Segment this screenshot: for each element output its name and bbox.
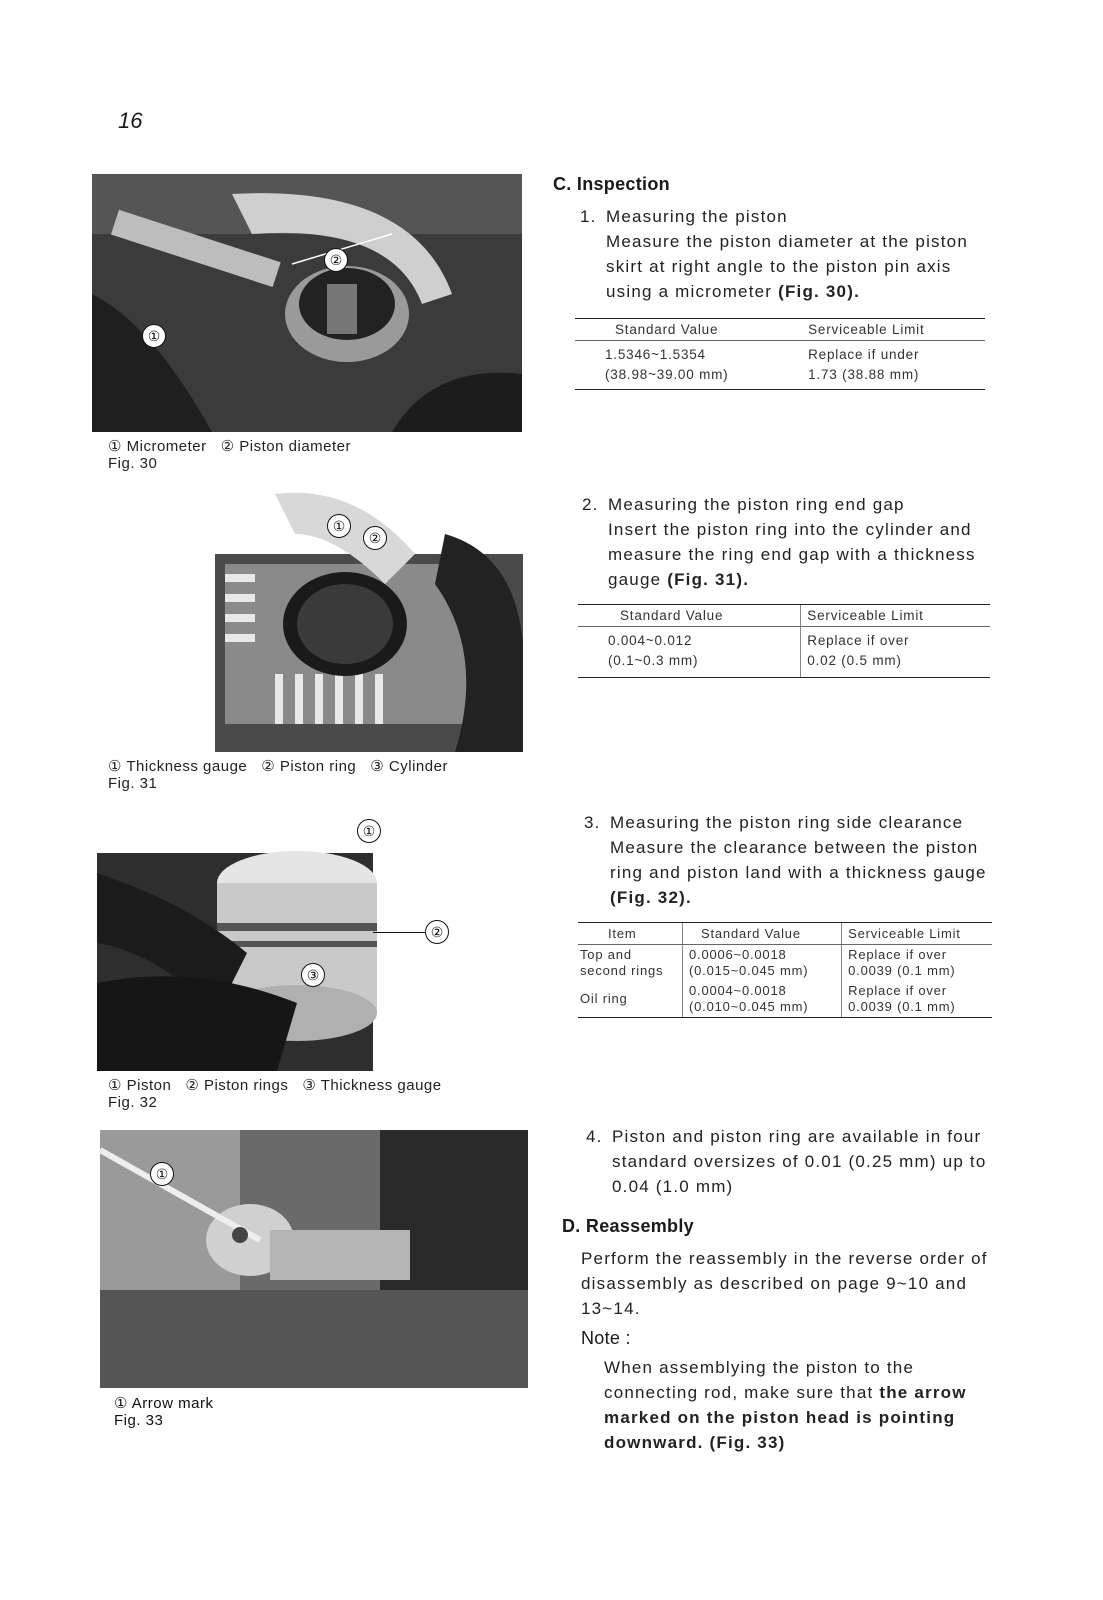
fig31-caption: ① Thickness gauge ② Piston ring ③ Cylinder Fig. 31 [108,758,448,792]
fig31-photo [215,494,523,752]
fig30-caption: ① Micrometer ② Piston diameter Fig. 30 [108,438,351,472]
table-row: Oil ring 0.0004~0.0018 (0.010~0.045 mm) Replace if over 0.0039 (0.1 mm) [578,981,992,1017]
callout-2: ② [425,920,449,944]
item3-text: 3. Measuring the piston ring side clearance Measure the clearance between the piston ring and piston land with a thickness gauge (Fig. 32). [584,813,987,907]
callout-1: ① [357,819,381,843]
callout-1: ① [327,514,351,538]
section-c-heading: C. Inspection [553,174,670,194]
fig32-label: Fig. 32 [108,1094,158,1111]
micrometer-photo-illustration [92,174,522,432]
note-text: When assemblying the piston to the connecting rod, make sure that the arrow marked on the piston head is pointing downward. (Fig. 33) [604,1358,967,1452]
item1-text: 1. Measuring the piston Measure the piston diameter at the piston skirt at right angle to the piston pin axis using a micrometer (Fig. 30). [580,207,968,301]
item3-spec-table: Item Standard Value Serviceable Limit Top and second rings 0.0006~0.0018 (0.015~0.045 mm) Replace if over 0.0039 (0.1 mm) Oil ring 0.0004~0.0018 (0.010~0.045 mm) Replace if over 0.0039 (0.1 mm) [578,922,992,1018]
note-label: Note : [581,1328,631,1348]
reassembly-text: Perform the reassembly in the reverse order of disassembly as described on page 9~10 and 13~14. [581,1249,988,1318]
callout-2: ② [324,248,348,272]
callout-3: ③ [301,963,325,987]
item2-spec-table: Standard Value Serviceable Limit 0.004~0.012 Replace if over (0.1~0.3 mm) 0.02 (0.5 mm) [578,604,990,678]
fig30-label: Fig. 30 [108,455,158,472]
callout-1: ① [150,1162,174,1186]
piston-photo-illustration [97,813,373,1071]
table-row: Top and second rings 0.0006~0.0018 (0.015~0.045 mm) Replace if over 0.0039 (0.1 mm) [578,945,992,982]
callout-2: ② [363,526,387,550]
item2-text: 2. Measuring the piston ring end gap Insert the piston ring into the cylinder and measure the ring end gap with a thickness gauge (Fig. 31). [582,495,976,589]
fig30-photo [92,174,522,432]
fig32-photo [97,813,376,1071]
fig32-caption: ① Piston ② Piston rings ③ Thickness gauge Fig. 32 [108,1077,442,1111]
fig32-leader-line [373,932,425,933]
callout-1: ① [142,324,166,348]
fig33-caption: ① Arrow mark Fig. 33 [114,1395,214,1429]
fig33-label: Fig. 33 [114,1412,164,1429]
fig31-label: Fig. 31 [108,775,158,792]
item4-text: 4. Piston and piston ring are available in four standard oversizes of 0.01 (0.25 mm) up to 0.04 (1.0 mm) [586,1127,987,1196]
fig33-photo [100,1130,528,1429]
page-number: 16 [118,108,143,133]
section-d-heading: D. Reassembly [562,1216,694,1236]
item1-spec-table: Standard Value Serviceable Limit 1.5346~1.5354 Replace if under (38.98~39.00 mm) 1.73 (38.88 mm) [575,318,985,390]
